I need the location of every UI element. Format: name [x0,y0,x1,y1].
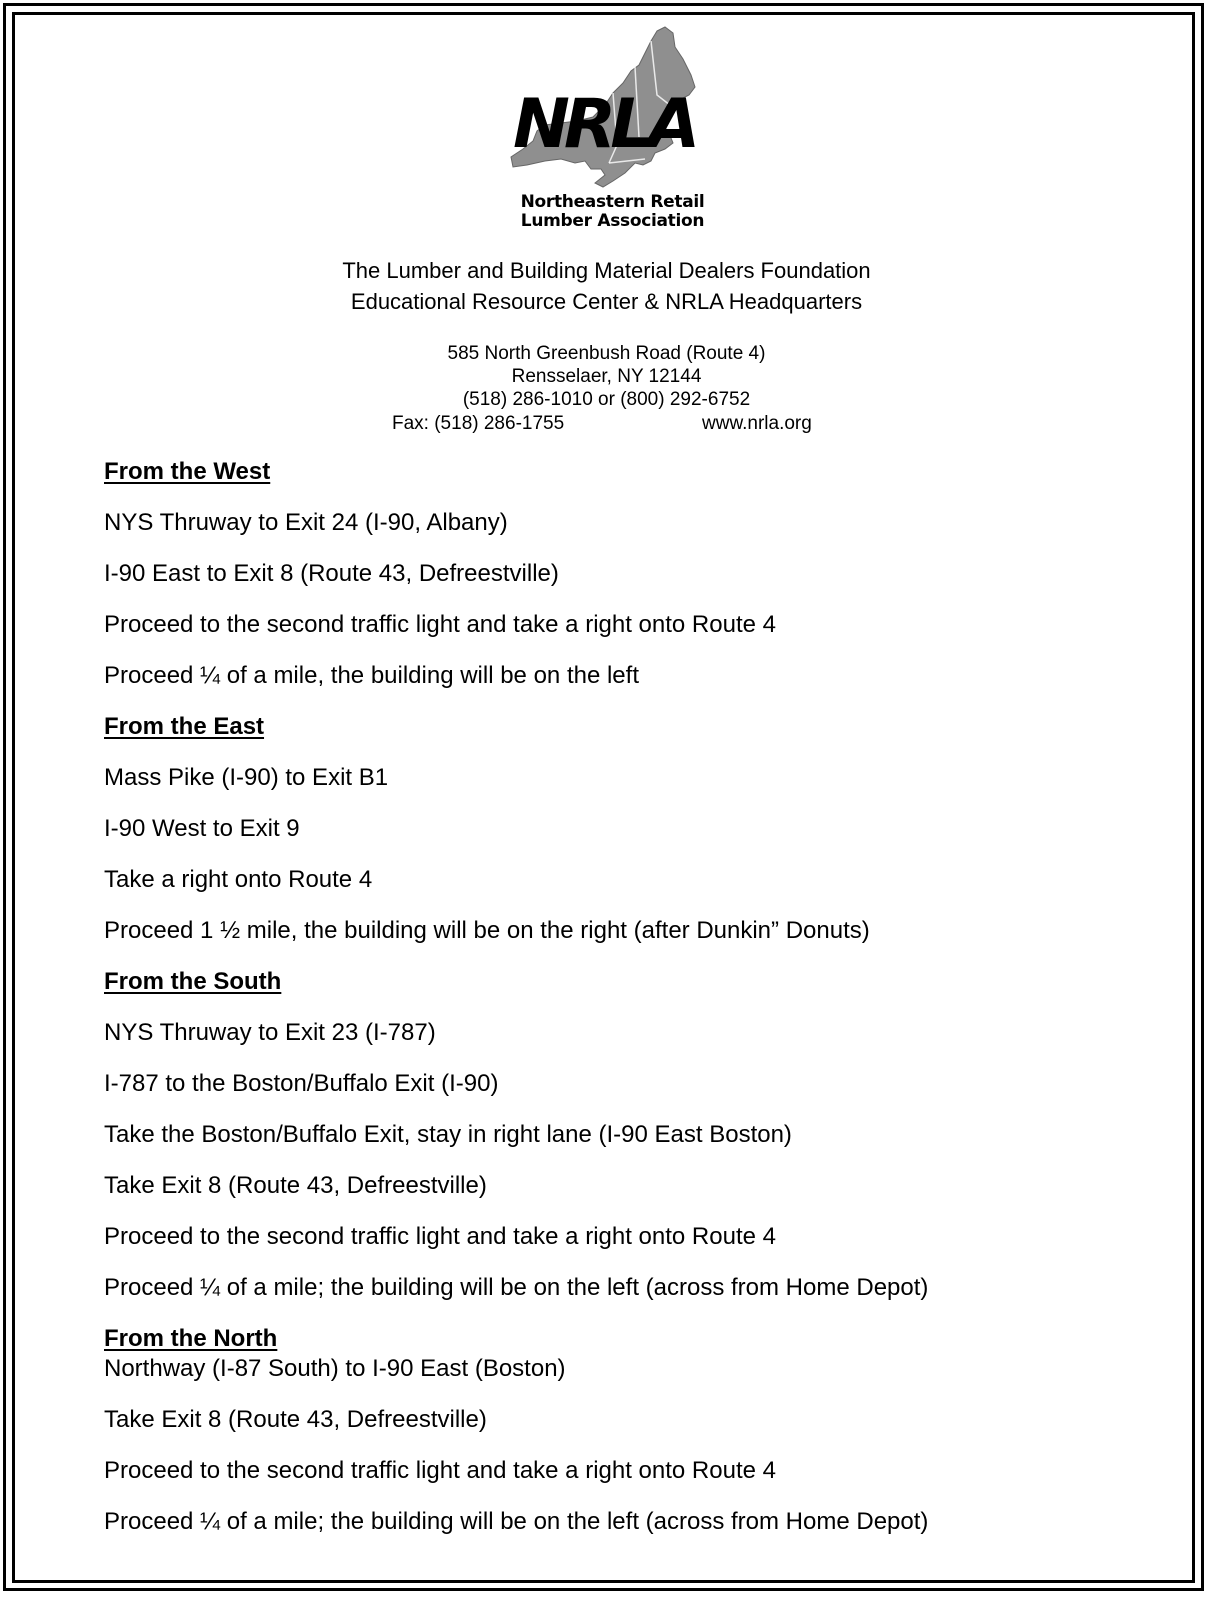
east-step: Mass Pike (I-90) to Exit B1 [104,764,389,791]
south-step: Proceed ¼ of a mile; the building will be on the left (across from Home Depot) [104,1274,929,1301]
nrla-logo [505,25,720,237]
phone-numbers: (518) 286-1010 or (800) 292-6752 [462,389,751,410]
east-step: I-90 West to Exit 9 [104,815,300,842]
fax-number: Fax: (518) 286-1755 [392,413,565,434]
logo-subtitle [505,193,720,231]
street-address: 585 North Greenbush Road (Route 4) [447,343,766,364]
east-step: Take a right onto Route 4 [104,866,373,893]
foundation-title: The Lumber and Building Material Dealers Foundation [342,258,871,283]
north-step: Take Exit 8 (Route 43, Defreestville) [104,1406,487,1433]
north-step: Proceed ¼ of a mile; the building will be on the left (across from Home Depot) [104,1508,929,1535]
logo-subtitle-line1: Northeastern Retail [520,192,705,212]
south-step: Proceed to the second traffic light and take a right onto Route 4 [104,1223,776,1250]
west-step: I-90 East to Exit 8 (Route 43, Defreestville) [104,560,559,587]
south-step: Take Exit 8 (Route 43, Defreestville) [104,1172,487,1199]
south-step: Take the Boston/Buffalo Exit, stay in right lane (I-90 East Boston) [104,1121,792,1148]
east-step: Proceed 1 ½ mile, the building will be on the right (after Dunkin” Donuts) [104,917,870,944]
south-step: I-787 to the Boston/Buffalo Exit (I-90) [104,1070,499,1097]
heading-from-north: From the North [104,1325,278,1352]
heading-from-west: From the West [104,458,271,485]
logo-subtitle-line2: Lumber Association [520,211,705,231]
heading-from-south: From the South [104,968,282,995]
city-state-zip: Rensselaer, NY 12144 [511,366,702,387]
south-step: NYS Thruway to Exit 23 (I-787) [104,1019,436,1046]
northeast-map-icon [505,25,720,195]
north-step: Northway (I-87 South) to I-90 East (Boston) [104,1355,566,1382]
website-link[interactable]: www.nrla.org [702,413,812,434]
nrla-wordmark: NRLA [513,85,695,164]
west-step: Proceed ¼ of a mile, the building will be on the left [104,662,639,689]
heading-from-east: From the East [104,713,265,740]
west-step: Proceed to the second traffic light and take a right onto Route 4 [104,611,776,638]
west-step: NYS Thruway to Exit 24 (I-90, Albany) [104,509,508,536]
resource-center-title: Educational Resource Center & NRLA Headquarters [350,289,863,314]
north-step: Proceed to the second traffic light and take a right onto Route 4 [104,1457,776,1484]
